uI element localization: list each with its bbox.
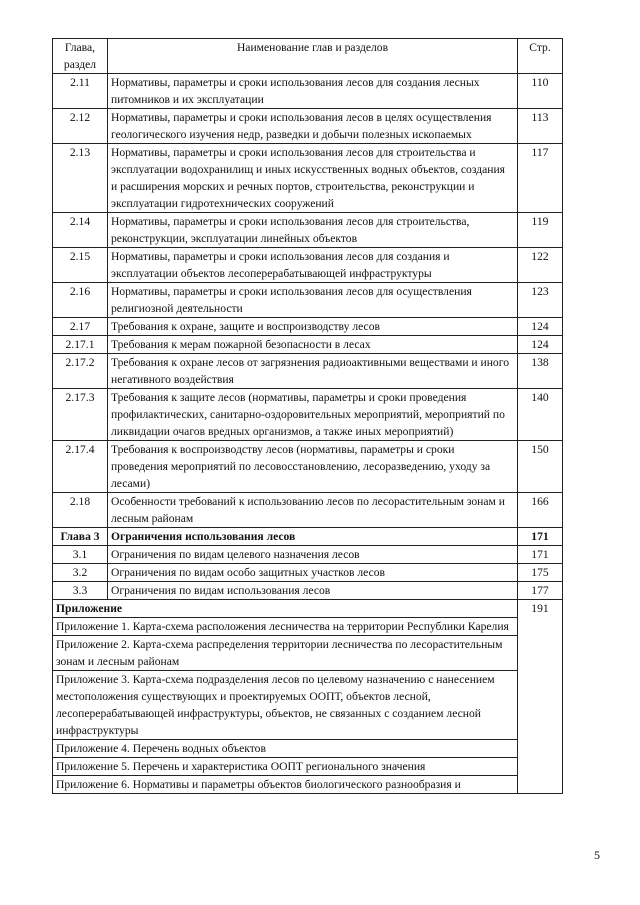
table-row — [53, 493, 563, 528]
section-page: 150 — [518, 441, 563, 493]
section-number: 2.17 — [53, 318, 108, 336]
section-page: 113 — [518, 109, 563, 144]
section-title: Требования к мерам пожарной безопасности в лесах — [108, 336, 518, 354]
section-page: 140 — [518, 389, 563, 441]
section-number: 2.14 — [53, 213, 108, 248]
section-page: 177 — [518, 582, 563, 600]
table-row — [53, 354, 563, 389]
section-number: 2.17.1 — [53, 336, 108, 354]
section-title: Нормативы, параметры и сроки использования лесов для строительства и эксплуатации водохранилищ и иных искусственных водных объектов, создания и расширения морских и речных портов, строительства, реконструкции и эксплуатации гидротехнических сооружений — [108, 144, 518, 213]
section-title: Требования к воспроизводству лесов (нормативы, параметры и сроки проведения мероприятий по лесовосстановлению, лесоразведению, уходу за лесами) — [108, 441, 518, 493]
appendix-item-row — [53, 636, 563, 671]
section-page: 175 — [518, 564, 563, 582]
appendix-item: Приложение 3. Карта-схема подразделения лесов по целевому назначению с нанесением местоположения существующих и проектируемых ООПТ, объектов лесной, лесоперерабатывающей инфраструктуры, объектов, не связанных с созданием лесной инфраструктуры — [53, 671, 518, 740]
appendix-title: Приложение — [53, 600, 518, 618]
appendix-item-row — [53, 758, 563, 776]
appendix-item-row — [53, 671, 563, 740]
table-row — [53, 213, 563, 248]
section-number: 2.17.2 — [53, 354, 108, 389]
section-number: Глава 3 — [53, 528, 108, 546]
table-row — [53, 318, 563, 336]
header-row — [53, 39, 563, 74]
section-title: Требования к охране лесов от загрязнения радиоактивными веществами и иного негативного воздействия — [108, 354, 518, 389]
section-number: 2.15 — [53, 248, 108, 283]
header-num-line: Глава, — [64, 41, 96, 54]
section-title: Нормативы, параметры и сроки использования лесов для строительства, реконструкции, эксплуатации линейных объектов — [108, 213, 518, 248]
table-row — [53, 144, 563, 213]
table-row — [53, 283, 563, 318]
section-number: 3.2 — [53, 564, 108, 582]
table-row — [53, 582, 563, 600]
section-title: Нормативы, параметры и сроки использования лесов для создания лесных питомников и их эксплуатации — [108, 74, 518, 109]
section-title: Требования к охране, защите и воспроизводству лесов — [108, 318, 518, 336]
contents-table — [52, 38, 563, 794]
table-row — [53, 248, 563, 283]
header-page: Стр. — [518, 39, 563, 74]
appendix-page: 191 — [518, 600, 563, 794]
page-number: 5 — [594, 848, 600, 862]
header-title: Наименование глав и разделов — [108, 39, 518, 74]
section-page: 171 — [518, 546, 563, 564]
table-row — [53, 389, 563, 441]
section-number: 2.17.4 — [53, 441, 108, 493]
section-page: 122 — [518, 248, 563, 283]
appendix-heading-row — [53, 600, 563, 618]
table-row — [53, 546, 563, 564]
section-page: 166 — [518, 493, 563, 528]
section-number: 2.12 — [53, 109, 108, 144]
section-title: Ограничения по видам особо защитных участков лесов — [108, 564, 518, 582]
appendix-item-row — [53, 618, 563, 636]
appendix-item: Приложение 4. Перечень водных объектов — [53, 740, 518, 758]
header-num — [53, 39, 108, 74]
section-title: Ограничения по видам целевого назначения лесов — [108, 546, 518, 564]
section-page: 119 — [518, 213, 563, 248]
section-page: 124 — [518, 318, 563, 336]
section-title: Нормативы, параметры и сроки использования лесов для осуществления религиозной деятельности — [108, 283, 518, 318]
appendix-item: Приложение 5. Перечень и характеристика ООПТ регионального значения — [53, 758, 518, 776]
table-row — [53, 336, 563, 354]
section-title: Требования к защите лесов (нормативы, параметры и сроки проведения профилактических, санитарно-оздоровительных мероприятий, мероприятий по ликвидации очагов вредных организмов, а также иных мероприятий) — [108, 389, 518, 441]
section-number: 2.17.3 — [53, 389, 108, 441]
section-title: Ограничения по видам использования лесов — [108, 582, 518, 600]
section-page: 138 — [518, 354, 563, 389]
section-title: Нормативы, параметры и сроки использования лесов в целях осуществления геологического изучения недр, разведки и добычи полезных ископаемых — [108, 109, 518, 144]
table-row — [53, 441, 563, 493]
section-page: 110 — [518, 74, 563, 109]
section-page: 123 — [518, 283, 563, 318]
section-number: 3.3 — [53, 582, 108, 600]
appendix-item-row — [53, 776, 563, 794]
section-number: 2.18 — [53, 493, 108, 528]
header-num-line: раздел — [63, 58, 97, 71]
section-number: 3.1 — [53, 546, 108, 564]
section-title: Ограничения использования лесов — [108, 528, 518, 546]
section-page: 117 — [518, 144, 563, 213]
table-row — [53, 528, 563, 546]
appendix-item-row — [53, 740, 563, 758]
table-row — [53, 109, 563, 144]
section-number: 2.16 — [53, 283, 108, 318]
section-title: Нормативы, параметры и сроки использования лесов для создания и эксплуатации объектов лесоперерабатывающей инфраструктуры — [108, 248, 518, 283]
appendix-item: Приложение 2. Карта-схема распределения территории лесничества по лесорастительным зонам и лесным районам — [53, 636, 518, 671]
table-row — [53, 564, 563, 582]
section-number: 2.13 — [53, 144, 108, 213]
section-title: Особенности требований к использованию лесов по лесорастительным зонам и лесным районам — [108, 493, 518, 528]
appendix-item: Приложение 1. Карта-схема расположения лесничества на территории Республики Карелия — [53, 618, 518, 636]
section-page: 124 — [518, 336, 563, 354]
section-page: 171 — [518, 528, 563, 546]
appendix-item: Приложение 6. Нормативы и параметры объектов биологического разнообразия и — [53, 776, 518, 794]
table-row — [53, 74, 563, 109]
section-number: 2.11 — [53, 74, 108, 109]
